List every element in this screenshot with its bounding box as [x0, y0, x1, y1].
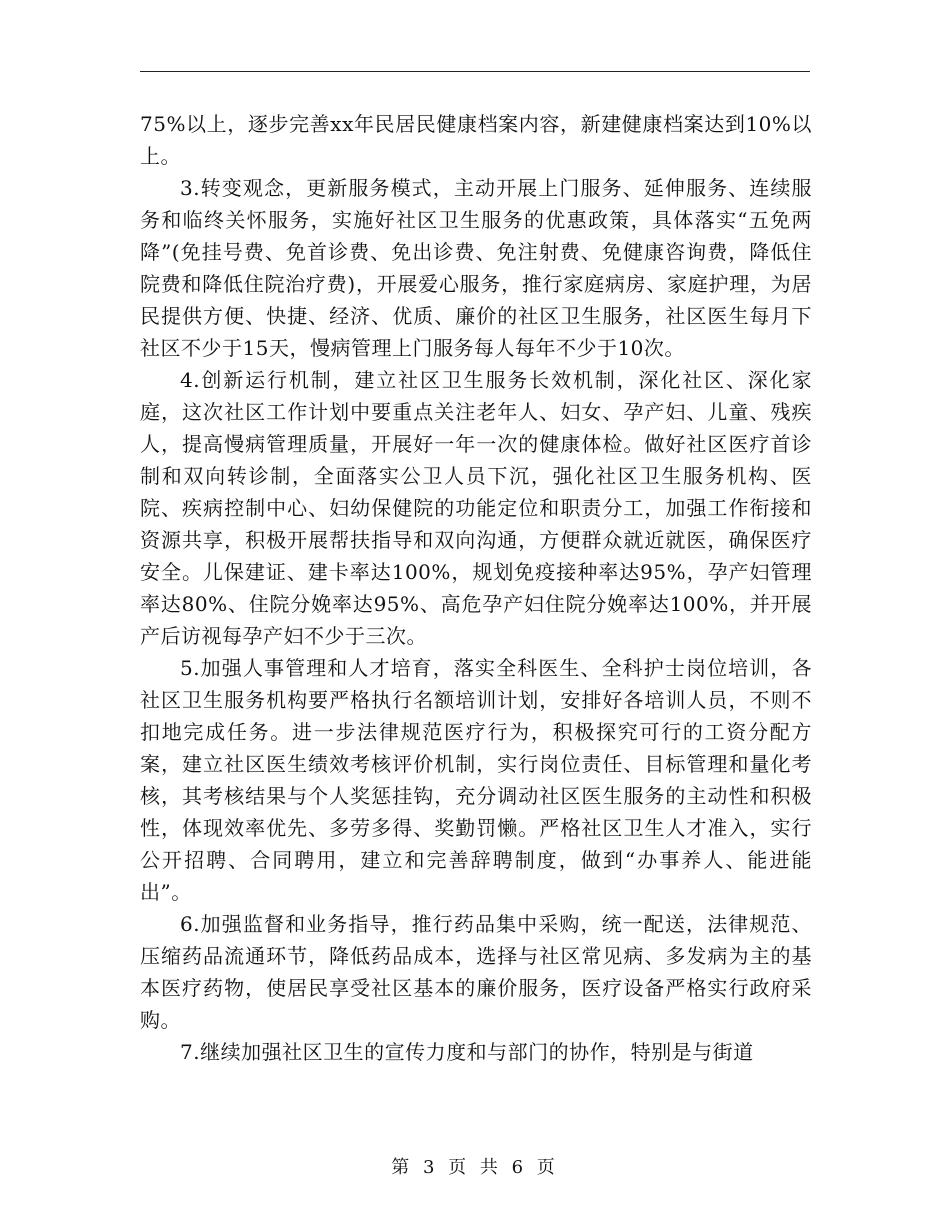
paragraph-item-5: 5.加强人事管理和人才培育，落实全科医生、全科护士岗位培训，各社区卫生服务机构要严格执行名额培训计划，安排好各培训人员，不则不扣地完成任务。进一步法律规范医疗行为，积极探究可行的工资分配方案，建立社区医生绩效考核评价机制，实行岗位责任、目标管理和量化考核，其考核结果与个人奖惩挂钩，充分调动社区医生服务的主动性和积极性，体现效率优先、多劳多得、奖勤罚懒。严格社区卫生人才准入，实行公开招聘、合同聘用，建立和完善辞聘制度，做到“办事养人、能进能出”。 — [140, 656, 812, 904]
paragraph-continuation: 75%以上，逐步完善xx年民居民健康档案内容，新建健康档案达到10%以上。 — [140, 112, 812, 168]
paragraph-item-6: 6.加强监督和业务指导，推行药品集中采购，统一配送，法律规范、压缩药品流通环节，降低药品成本，选择与社区常见病、多发病为主的基本医疗药物，使居民享受社区基本的廉价服务，医疗设备严格实行政府采购。 — [140, 912, 812, 1032]
paragraph-item-7: 7.继续加强社区卫生的宣传力度和与部门的协作，特别是与街道 — [180, 1040, 754, 1064]
paragraph-item-3: 3.转变观念，更新服务模式，主动开展上门服务、延伸服务、连续服务和临终关怀服务，实施好社区卫生服务的优惠政策，具体落实“五免两降”(免挂号费、免首诊费、免出诊费、免注射费、免健康咨询费，降低住院费和降低住院治疗费)，开展爱心服务，推行家庭病房、家庭护理，为居民提供方便、快捷、经济、优质、廉价的社区卫生服务，社区医生每月下社区不少于15天，慢病管理上门服务每人每年不少于10次。 — [140, 176, 812, 360]
page-footer: 第 3 页 共 6 页 — [391, 1157, 559, 1178]
header-rule — [140, 71, 810, 72]
paragraph-item-4: 4.创新运行机制，建立社区卫生服务长效机制，深化社区、深化家庭，这次社区工作计划中要重点关注老年人、妇女、孕产妇、儿童、残疾人，提高慢病管理质量，开展好一年一次的健康体检。做好社区医疗首诊制和双向转诊制，全面落实公卫人员下沉，强化社区卫生服务机构、医院、疾病控制中心、妇幼保健院的功能定位和职责分工，加强工作衔接和资源共享，积极开展帮扶指导和双向沟通，方便群众就近就医，确保医疗安全。儿保建证、建卡率达100%，规划免疫接种率达95%，孕产妇管理率达80%、住院分娩率达95%、高危孕产妇住院分娩率达100%，并开展产后访视每孕产妇不少于三次。 — [140, 368, 812, 648]
document-body — [140, 108, 812, 1068]
